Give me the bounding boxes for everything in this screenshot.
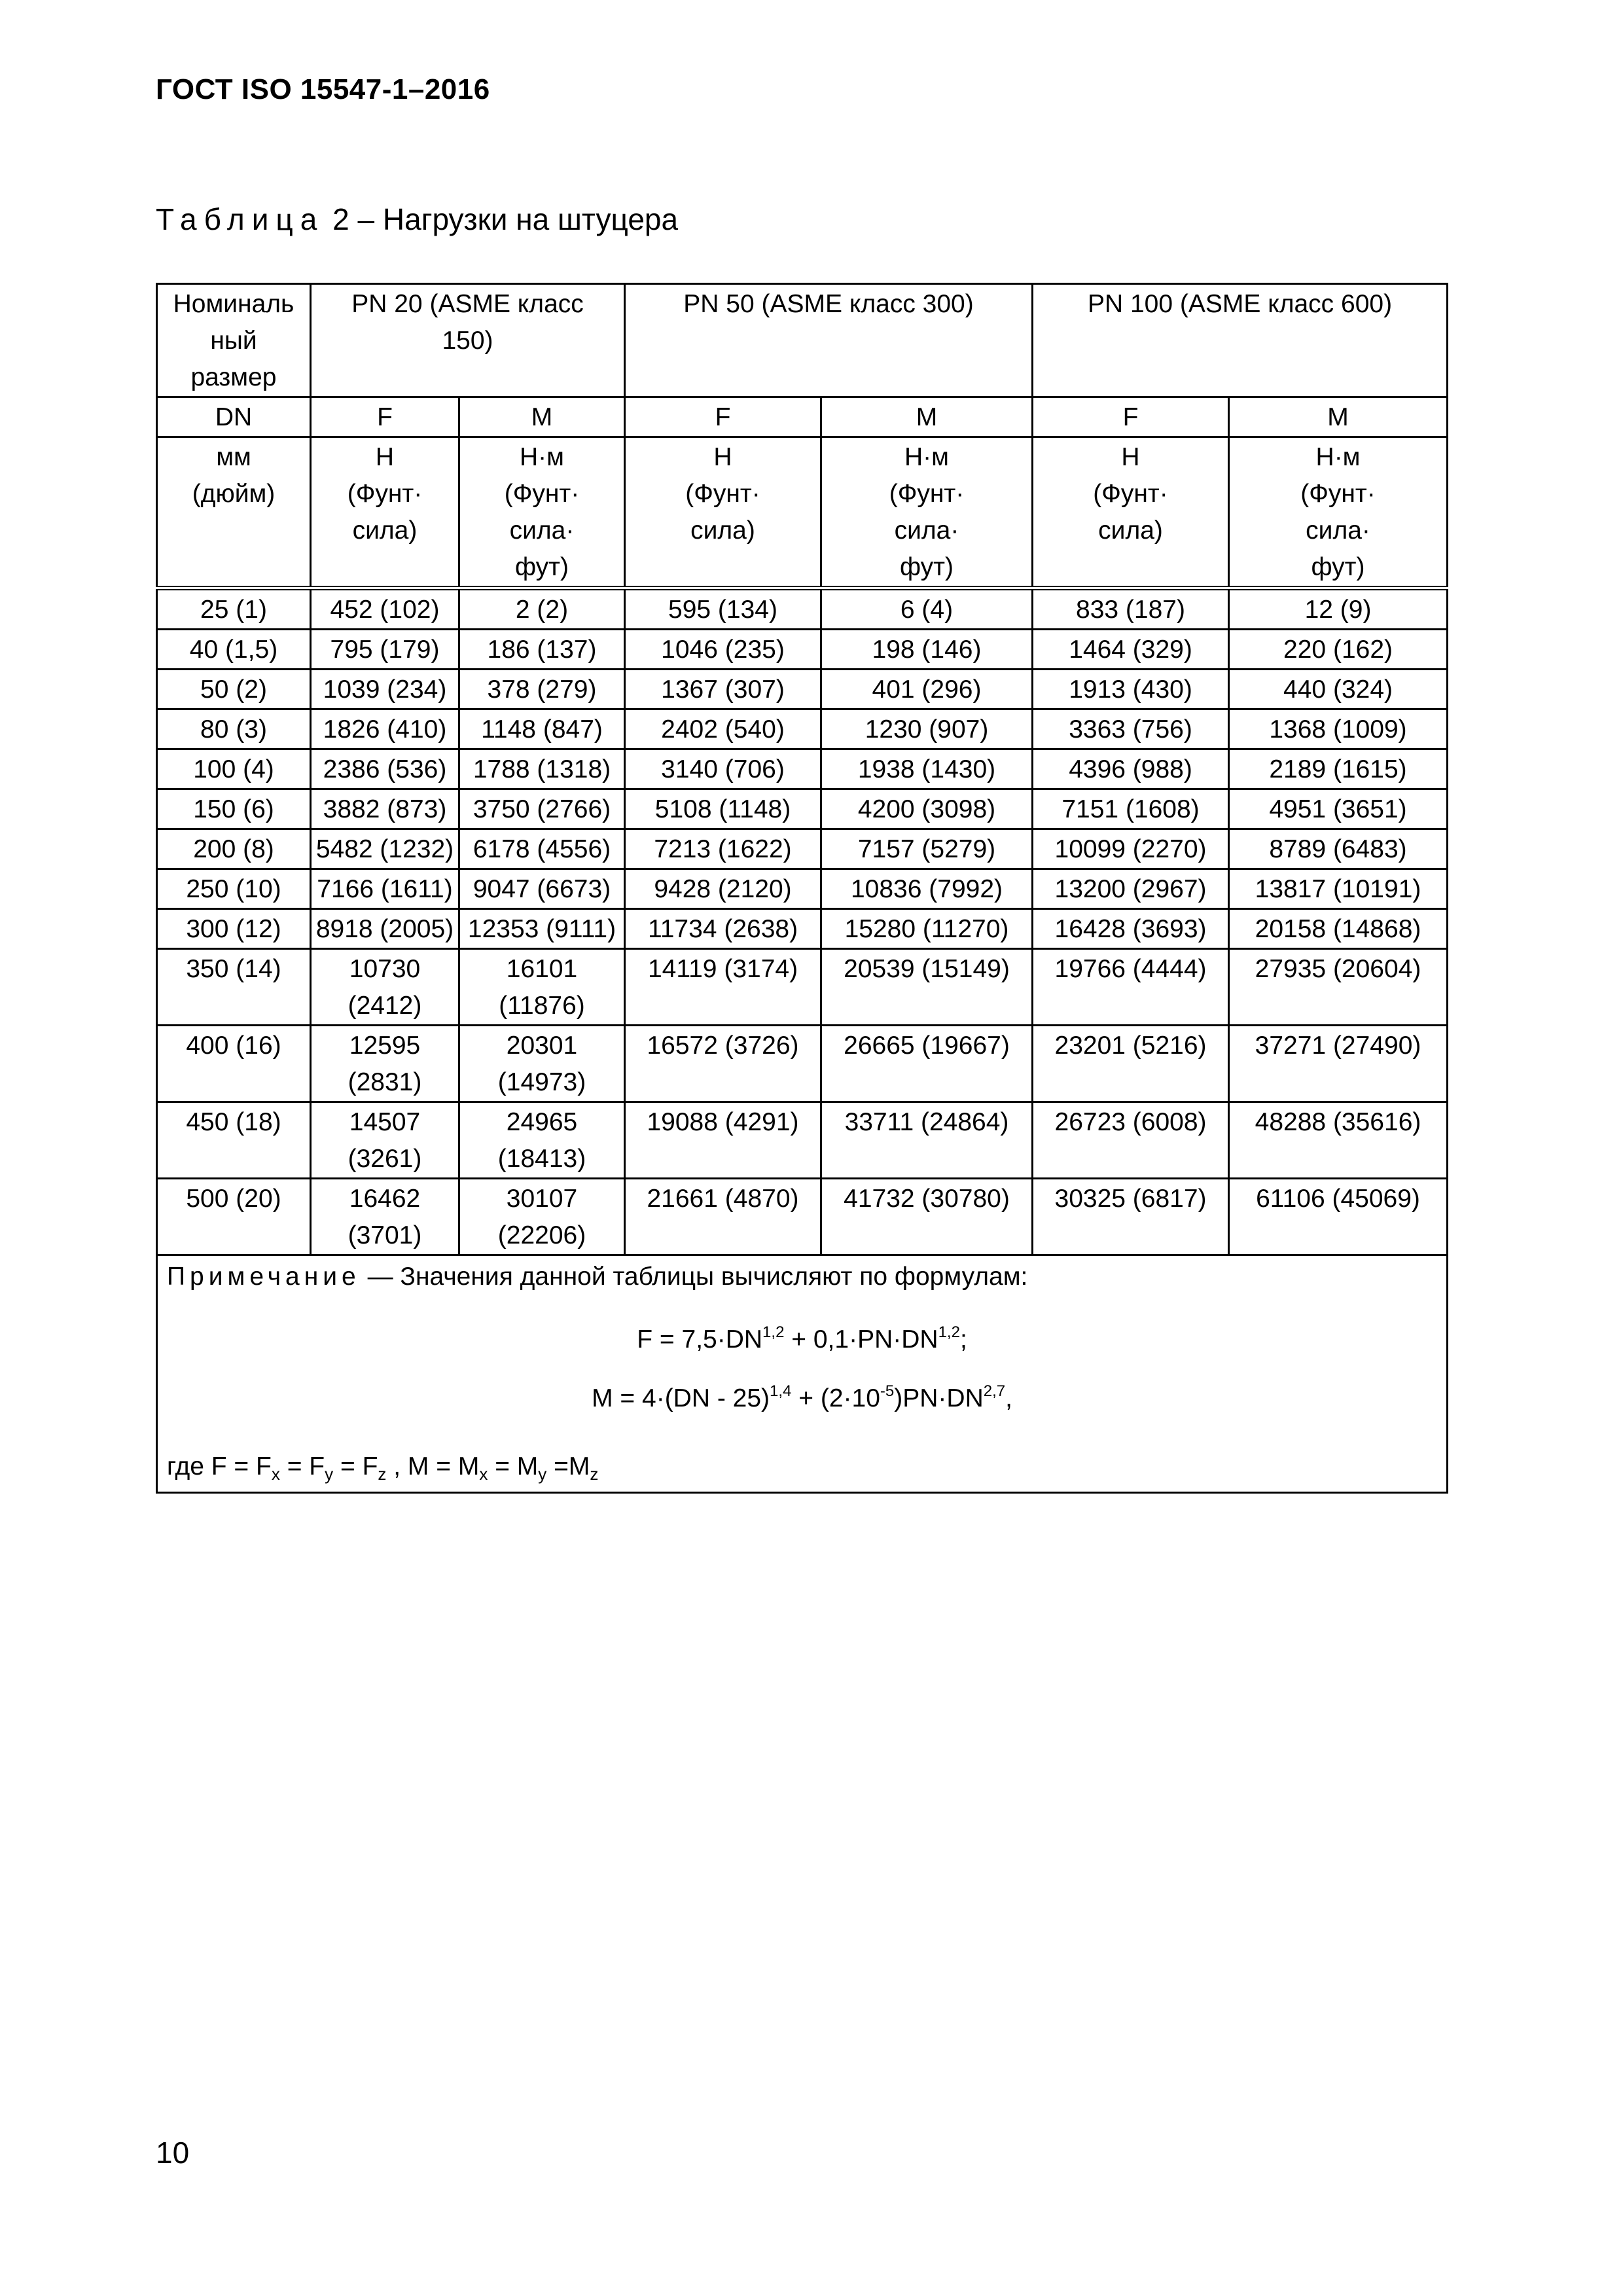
cell-force: 1464 (329) — [1033, 630, 1229, 670]
cell-force: 795 (179) — [311, 630, 459, 670]
cell-nominal-size: 500 (20) — [157, 1179, 311, 1255]
nozzle-loads-table — [156, 283, 1448, 1494]
cell-force: 11734 (2638) — [625, 909, 821, 949]
unit-line: Н — [375, 443, 395, 471]
cell-nominal-size: 300 (12) — [157, 909, 311, 949]
header-row-units — [157, 437, 1448, 588]
header-unit-force — [625, 437, 821, 588]
cell-nominal-size: 40 (1,5) — [157, 630, 311, 670]
cell-moment: 33711 (24864) — [821, 1102, 1033, 1179]
table-row — [157, 829, 1448, 869]
cell-moment: 48288 (35616) — [1229, 1102, 1448, 1179]
cell-moment: 30107 (22206) — [459, 1179, 625, 1255]
cell-force: 16428 (3693) — [1033, 909, 1229, 949]
header-unit-moment — [459, 437, 625, 588]
cell-nominal-size: 50 (2) — [157, 670, 311, 709]
table-row — [157, 1102, 1448, 1179]
table-row — [157, 1179, 1448, 1255]
cell-force: 14119 (3174) — [625, 949, 821, 1026]
cell-moment: 37271 (27490) — [1229, 1026, 1448, 1102]
cell-force: 5108 (1148) — [625, 789, 821, 829]
cell-force: 21661 (4870) — [625, 1179, 821, 1255]
document-code: ГОСТ ISO 15547-1–2016 — [156, 73, 490, 105]
formula-where: где $F = F_x = F_y = F_z$ , $M = M_x = M_y =M_z$ — [167, 1452, 599, 1484]
cell-force: 3363 (756) — [1033, 709, 1229, 749]
header-text-line: PN 20 (ASME класс — [351, 290, 584, 318]
cell-force: 8918 (2005) — [311, 909, 459, 949]
unit-line: мм — [216, 443, 251, 471]
header-moment: M — [821, 397, 1033, 437]
table-caption-title: Нагрузки на штуцера — [382, 202, 679, 236]
header-unit-force — [1033, 437, 1229, 588]
cell-moment: 1788 (1318) — [459, 749, 625, 789]
cell-nominal-size: 400 (16) — [157, 1026, 311, 1102]
cell-force: 833 (187) — [1033, 588, 1229, 630]
cell-force: 1367 (307) — [625, 670, 821, 709]
unit-line: фут) — [900, 553, 954, 581]
unit-line: (Фунт· — [347, 480, 423, 508]
unit-line: (дюйм) — [192, 480, 276, 508]
cell-nominal-size: 200 (8) — [157, 829, 311, 869]
cell-force: 13200 (2967) — [1033, 869, 1229, 909]
cell-force: 19766 (4444) — [1033, 949, 1229, 1026]
table-row — [157, 789, 1448, 829]
cell-force: 7166 (1611) — [311, 869, 459, 909]
cell-force: 7213 (1622) — [625, 829, 821, 869]
unit-line: сила· — [894, 516, 959, 545]
cell-nominal-size: 250 (10) — [157, 869, 311, 909]
table-row — [157, 749, 1448, 789]
header-pn20 — [311, 284, 625, 397]
cell-moment: 440 (324) — [1229, 670, 1448, 709]
table-caption-dash: – — [357, 202, 375, 236]
table-row — [157, 709, 1448, 749]
cell-force: 16462 (3701) — [311, 1179, 459, 1255]
unit-line: (Фунт· — [1093, 480, 1168, 508]
cell-force: 1046 (235) — [625, 630, 821, 670]
header-row-symbols — [157, 397, 1448, 437]
unit-line: Н — [1121, 443, 1140, 471]
cell-force: 452 (102) — [311, 588, 459, 630]
cell-moment: 16101 (11876) — [459, 949, 625, 1026]
unit-line: (Фунт· — [1300, 480, 1376, 508]
cell-force: 2402 (540) — [625, 709, 821, 749]
header-pn100: PN 100 (ASME класс 600) — [1033, 284, 1448, 397]
unit-line: (Фунт· — [504, 480, 580, 508]
cell-moment: 9047 (6673) — [459, 869, 625, 909]
cell-force: 26723 (6008) — [1033, 1102, 1229, 1179]
cell-force: 23201 (5216) — [1033, 1026, 1229, 1102]
header-text-line: 150) — [442, 327, 493, 355]
table-row — [157, 909, 1448, 949]
cell-moment: 1148 (847) — [459, 709, 625, 749]
cell-force: 3882 (873) — [311, 789, 459, 829]
cell-moment: 6178 (4556) — [459, 829, 625, 869]
header-unit-force — [311, 437, 459, 588]
cell-moment: 26665 (19667) — [821, 1026, 1033, 1102]
cell-moment: 198 (146) — [821, 630, 1033, 670]
unit-line: фут) — [1311, 553, 1365, 581]
header-text-line: размер — [190, 363, 277, 391]
note-row — [157, 1255, 1448, 1493]
note-cell — [157, 1255, 1448, 1493]
table-caption-label: Таблица — [156, 202, 325, 236]
unit-line: Н·м — [1315, 443, 1361, 471]
cell-moment: 1368 (1009) — [1229, 709, 1448, 749]
formula-force: F = 7,5·DN$^{1,2}$ + 0,1·PN·DN$^{1,2}$; — [637, 1323, 967, 1354]
header-dn: DN — [157, 397, 311, 437]
cell-force: 9428 (2120) — [625, 869, 821, 909]
cell-moment: 4200 (3098) — [821, 789, 1033, 829]
cell-moment: 15280 (11270) — [821, 909, 1033, 949]
unit-line: Н·м — [904, 443, 949, 471]
cell-moment: 12 (9) — [1229, 588, 1448, 630]
unit-line: фут) — [515, 553, 569, 581]
cell-force: 3140 (706) — [625, 749, 821, 789]
cell-force: 1913 (430) — [1033, 670, 1229, 709]
cell-moment: 10836 (7992) — [821, 869, 1033, 909]
cell-moment: 12353 (9111) — [459, 909, 625, 949]
cell-moment: 27935 (20604) — [1229, 949, 1448, 1026]
cell-moment: 1230 (907) — [821, 709, 1033, 749]
header-pn50: PN 50 (ASME класс 300) — [625, 284, 1033, 397]
cell-moment: 61106 (45069) — [1229, 1179, 1448, 1255]
note-text: — Значения данной таблицы вычисляют по формулам: — [367, 1263, 1028, 1291]
cell-force: 1826 (410) — [311, 709, 459, 749]
cell-nominal-size: 25 (1) — [157, 588, 311, 630]
cell-force: 14507 (3261) — [311, 1102, 459, 1179]
cell-moment: 13817 (10191) — [1229, 869, 1448, 909]
header-text-line: Номиналь — [173, 290, 294, 318]
cell-moment: 20158 (14868) — [1229, 909, 1448, 949]
cell-force: 19088 (4291) — [625, 1102, 821, 1179]
cell-moment: 2 (2) — [459, 588, 625, 630]
cell-moment: 20301 (14973) — [459, 1026, 625, 1102]
cell-force: 7151 (1608) — [1033, 789, 1229, 829]
header-unit-moment — [821, 437, 1033, 588]
cell-nominal-size: 450 (18) — [157, 1102, 311, 1179]
header-unit-moment — [1229, 437, 1448, 588]
cell-force: 5482 (1232) — [311, 829, 459, 869]
cell-nominal-size: 80 (3) — [157, 709, 311, 749]
cell-moment: 20539 (15149) — [821, 949, 1033, 1026]
cell-moment: 2189 (1615) — [1229, 749, 1448, 789]
header-nominal-size — [157, 284, 311, 397]
cell-moment: 378 (279) — [459, 670, 625, 709]
table-row — [157, 949, 1448, 1026]
cell-force: 2386 (536) — [311, 749, 459, 789]
cell-force: 30325 (6817) — [1033, 1179, 1229, 1255]
unit-line: сила) — [1098, 516, 1163, 545]
header-text-line: ный — [210, 327, 257, 355]
cell-force: 10730 (2412) — [311, 949, 459, 1026]
note-intro — [167, 1259, 1437, 1295]
cell-nominal-size: 100 (4) — [157, 749, 311, 789]
cell-force: 10099 (2270) — [1033, 829, 1229, 869]
header-force: F — [1033, 397, 1229, 437]
header-force: F — [625, 397, 821, 437]
table-row — [157, 630, 1448, 670]
unit-line: сила· — [509, 516, 575, 545]
cell-moment: 6 (4) — [821, 588, 1033, 630]
cell-moment: 8789 (6483) — [1229, 829, 1448, 869]
header-unit-dn — [157, 437, 311, 588]
header-moment: M — [459, 397, 625, 437]
unit-line: (Фунт· — [685, 480, 760, 508]
unit-line: сила· — [1306, 516, 1370, 545]
formula-moment: $M = 4\cdot(DN - 25)^{1,4} + (2\cdot 10^{-5})PN\cdot DN^{2,7}$, — [592, 1382, 1012, 1412]
cell-force: 12595 (2831) — [311, 1026, 459, 1102]
unit-line: (Фунт· — [889, 480, 965, 508]
cell-nominal-size: 150 (6) — [157, 789, 311, 829]
cell-moment: 24965 (18413) — [459, 1102, 625, 1179]
cell-force: 16572 (3726) — [625, 1026, 821, 1102]
header-force: F — [311, 397, 459, 437]
cell-moment: 1938 (1430) — [821, 749, 1033, 789]
cell-force: 1039 (234) — [311, 670, 459, 709]
table-row — [157, 1026, 1448, 1102]
cell-moment: 401 (296) — [821, 670, 1033, 709]
cell-moment: 4951 (3651) — [1229, 789, 1448, 829]
cell-moment: 220 (162) — [1229, 630, 1448, 670]
cell-nominal-size: 350 (14) — [157, 949, 311, 1026]
cell-moment: 3750 (2766) — [459, 789, 625, 829]
cell-force: 595 (134) — [625, 588, 821, 630]
note-label: Примечание — [167, 1263, 361, 1291]
unit-line: сила) — [352, 516, 418, 545]
table-row — [157, 588, 1448, 630]
table-row — [157, 869, 1448, 909]
table-row — [157, 670, 1448, 709]
table-caption-number: 2 — [332, 202, 349, 236]
header-moment: M — [1229, 397, 1448, 437]
cell-moment: 41732 (30780) — [821, 1179, 1033, 1255]
table-caption — [156, 202, 678, 237]
header-row-groups — [157, 284, 1448, 397]
cell-force: 4396 (988) — [1033, 749, 1229, 789]
unit-line: Н — [713, 443, 732, 471]
cell-moment: 186 (137) — [459, 630, 625, 670]
cell-moment: 7157 (5279) — [821, 829, 1033, 869]
unit-line: Н·м — [520, 443, 564, 471]
page-number: 10 — [156, 2136, 190, 2170]
unit-line: сила) — [690, 516, 755, 545]
